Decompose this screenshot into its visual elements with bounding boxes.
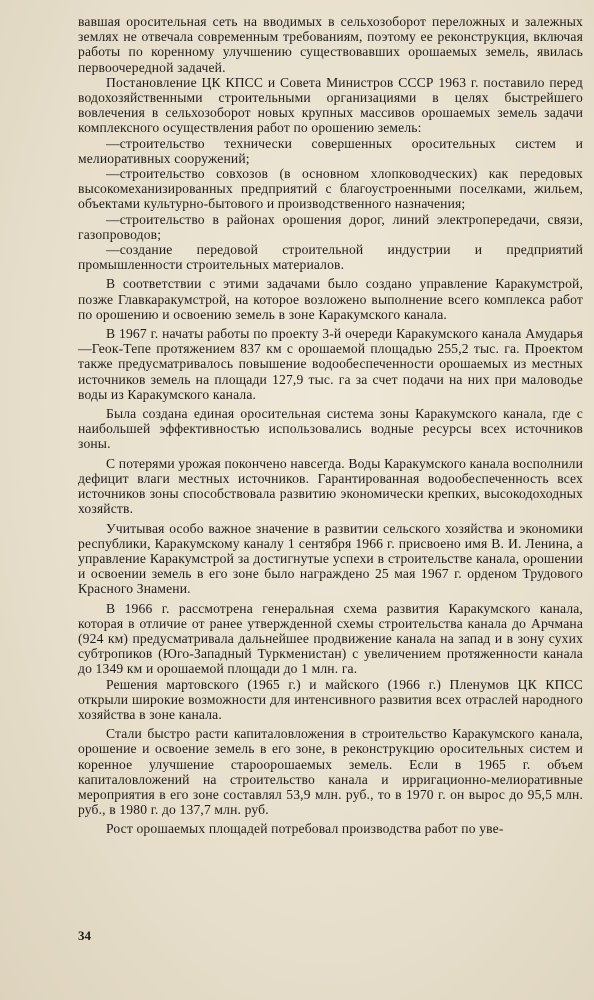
paragraph-3: В соответствии с этими задачами было создано управление Каракумстрой, позже Главкаракумстрой, на которое возложено выполнение всего комплекса работ по орошению и освоению земель в зоне Каракумского канала. [78, 276, 583, 322]
paragraph-6: С потерями урожая покончено навсегда. Воды Каракумского канала восполнили дефицит влаги местных источников. Гарантированная водообеспеченность всех источников зоны способствовала развитию экономически крепких, высокодоходных хозяйств. [78, 455, 583, 517]
paragraph-8: В 1966 г. рассмотрена генеральная схема развития Каракумского канала, которая в отличие от ранее утвержденной схемы строительства канала до Арчмана (924 км) предусматривала дальнейшее продвижение канала на запад и в зону сухих субтропиков (Юго-Западный Туркменистан) с увеличением протяженности канала до 1349 км и орошаемой площади до 1 млн. га. [78, 600, 583, 677]
paragraph-2: Постановление ЦК КПСС и Совета Министров СССР 1963 г. поставило перед водохозяйственными строительными организациями в целях быстрейшего вовлечения в сельхозоборот новых крупных массивов орошаемых земель задачи комплексного осуществления работ по орошению земель: [78, 74, 583, 136]
page-text [78, 14, 583, 837]
paragraph-4: В 1967 г. начаты работы по проекту 3-й очереди Каракумского канала Амударья—Геок-Тепе протяжением 837 км с орошаемой площадью 255,2 тыс. га. Проектом также предусматривалось повышение водообеспеченности орошаемых из местных источников земель на площади 127,9 тыс. га за счет подачи на них при маловодье воды из Каракумского канала. [78, 326, 583, 402]
page-number: 34 [78, 928, 91, 943]
paragraph-10: Стали быстро расти капиталовложения в строительство Каракумского канала, орошение и освоение земель в его зоне, в реконструкцию оросительных систем и коренное улучшение староорошаемых земель. Если в 1965 г. объем капиталовложений на строительство канала и ирригационно-мелиоративные мероприятия в его зоне составлял 53,9 млн. руб., то в 1970 г. он вырос до 95,5 млн. руб., в 1980 г. до 137,7 млн. руб. [78, 726, 583, 818]
list-item-4: —создание передовой строительной индустрии и предприятий промышленности строительных материалов. [78, 242, 583, 273]
list-item-3: —строительство в районах орошения дорог, линий электропередачи, связи, газопроводов; [78, 211, 583, 242]
list-item-2: —строительство совхозов (в основном хлопководческих) как передовых высокомеханизированных предприятий с благоустроенными поселками, жильем, объектами культурно-бытового и производственного назначения; [78, 166, 583, 212]
list-item-1: —строительство технически совершенных оросительных систем и мелиоративных сооружений; [78, 135, 583, 166]
paragraph-11: Рост орошаемых площадей потребовал производства работ по уве- [106, 821, 504, 837]
paragraph-1: вавшая оросительная сеть на вводимых в сельхозоборот переложных и залежных землях не отвечала современным требованиям, поэтому ее реконструкция, включая работы по коренному улучшению существовавших орошаемых земель, явилась первоочередной задачей. [78, 14, 583, 75]
paragraph-7: Учитывая особо важное значение в развитии сельского хозяйства и экономики республики, Каракумскому каналу 1 сентября 1966 г. присвоено имя В. И. Ленина, а управление Каракумстрой за достигнутые успехи в строительстве канала, орошении и освоении земель в его зоне было награждено 25 мая 1967 г. орденом Трудового Красного Знамени. [78, 520, 583, 597]
paragraph-9: Решения мартовского (1965 г.) и майского (1966 г.) Пленумов ЦК КПСС открыли широкие возможности для интенсивного развития всех отраслей народного хозяйства в зоне канала. [78, 676, 583, 722]
paragraph-5: Была создана единая оросительная система зоны Каракумского канала, где с наибольшей эффективностью использовались водные ресурсы всех источников зоны. [78, 406, 583, 452]
